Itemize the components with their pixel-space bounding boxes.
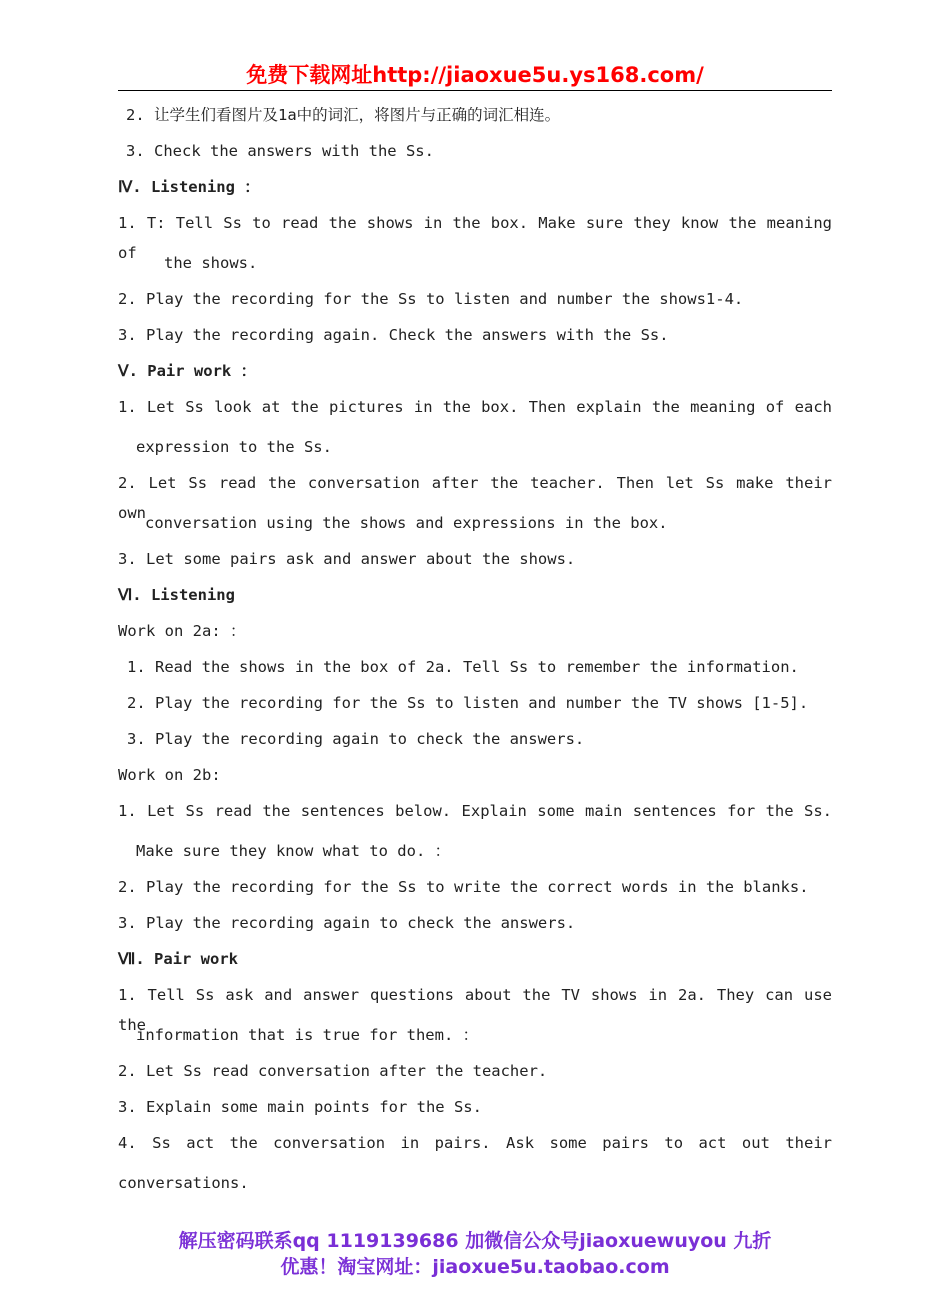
text-line: 1. T: Tell Ss to read the shows in the box. Make sure they know the meaning of: [118, 214, 832, 262]
text-line: 3. Play the recording again. Check the answers with the Ss.: [118, 326, 669, 344]
text-line: the shows.: [164, 254, 258, 272]
text-line: 1. Read the shows in the box of 2a. Tell Ss to remember the information.: [127, 658, 799, 676]
text-line: Work on 2a: ：: [118, 622, 246, 640]
text-line: 3. Let some pairs ask and answer about the shows.: [118, 550, 576, 568]
page-footer: [0, 1228, 950, 1280]
document-body: [118, 100, 832, 1204]
section-heading: Ⅴ. Pair work ：: [118, 362, 257, 380]
footer-line-1: 解压密码联系qq 1119139686 加微信公众号jiaoxuewuyou 九折: [178, 1230, 772, 1252]
text-line: 3. Play the recording again to check the answers.: [127, 730, 585, 748]
text-line: 4. Ss act the conversation in pairs. Ask some pairs to act out their: [118, 1134, 832, 1152]
header-url-link[interactable]: http://jiaoxue5u.ys168.com/: [372, 63, 704, 87]
text-line: 1. Tell Ss ask and answer questions about the TV shows in 2a. They can use the: [118, 986, 832, 1034]
text-line: 2. Play the recording for the Ss to write the correct words in the blanks.: [118, 878, 809, 896]
text-line: 1. Let Ss look at the pictures in the box. Then explain the meaning of each: [118, 398, 832, 416]
text-line: 2. Play the recording for the Ss to listen and number the shows1-4.: [118, 290, 744, 308]
text-line: 2. Play the recording for the Ss to listen and number the TV shows [1-5].: [127, 694, 809, 712]
section-heading: Ⅵ. Listening: [118, 586, 235, 604]
header-title: 免费下载网址: [246, 63, 373, 87]
text-line: Work on 2b:: [118, 766, 221, 784]
section-heading: Ⅶ. Pair work: [118, 950, 239, 968]
text-line: 2. Let Ss read conversation after the teacher.: [118, 1062, 548, 1080]
text-line: 2. Let Ss read the conversation after the teacher. Then let Ss make their own: [118, 474, 832, 522]
text-line: 3. Check the answers with the Ss.: [126, 142, 434, 160]
text-line: information that is true for them. ：: [136, 1026, 479, 1044]
text-line: expression to the Ss.: [136, 438, 332, 456]
text-line: 3. Explain some main points for the Ss.: [118, 1098, 482, 1116]
text-line: 1. Let Ss read the sentences below. Explain some main sentences for the Ss.: [118, 802, 832, 820]
text-line: 2. 让学生们看图片及1a中的词汇，将图片与正确的词汇相连。: [126, 106, 561, 124]
footer-line-2: 优惠！淘宝网址：jiaoxue5u.taobao.com: [280, 1256, 670, 1278]
text-line: conversation using the shows and expressions in the box.: [145, 514, 668, 532]
text-line: 3. Play the recording again to check the answers.: [118, 914, 576, 932]
page-header: [118, 60, 832, 91]
section-heading: Ⅳ. Listening ：: [118, 178, 260, 196]
text-line: conversations.: [118, 1174, 249, 1192]
text-line: Make sure they know what to do. ：: [136, 842, 451, 860]
